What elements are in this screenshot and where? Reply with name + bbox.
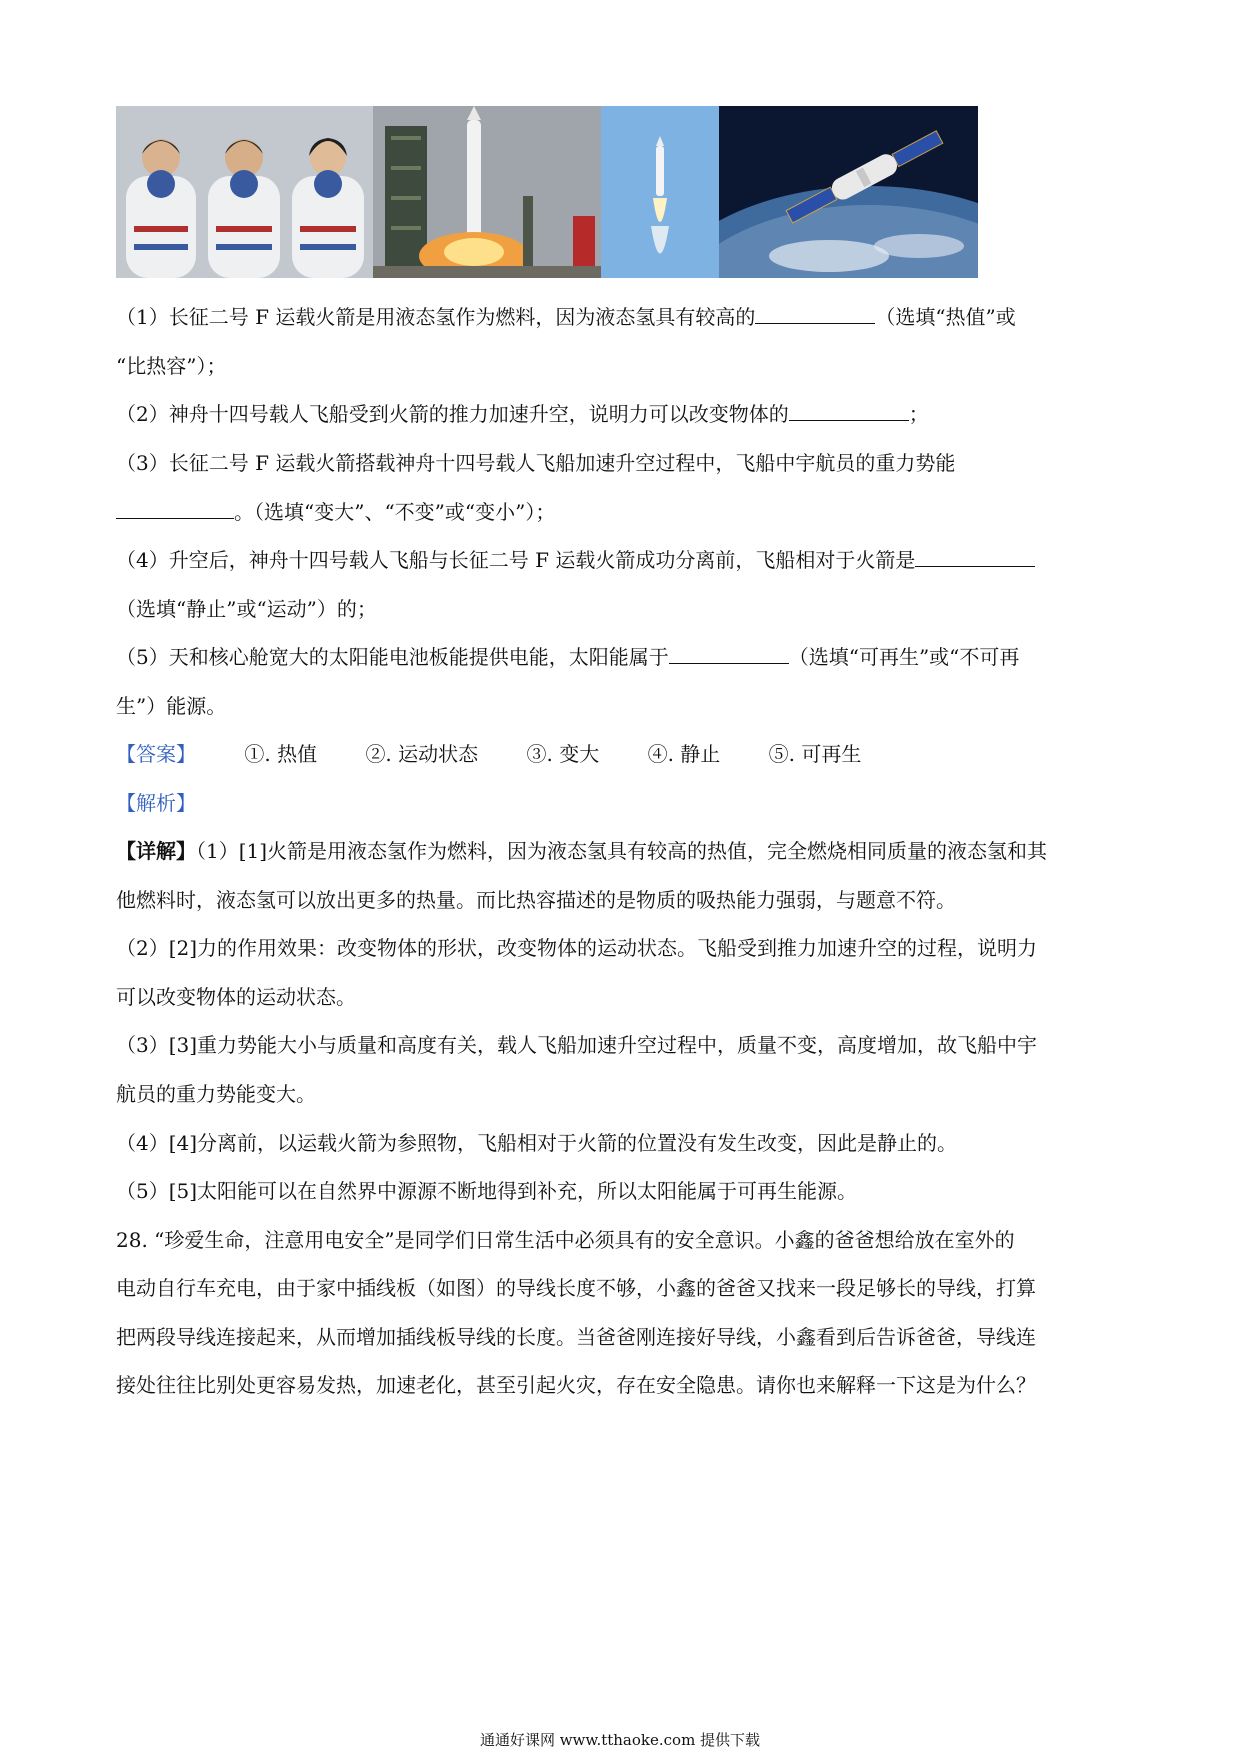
detail-tag: 【详解】 — [116, 839, 196, 863]
analysis-line-4: 可以改变物体的运动状态。 — [116, 985, 356, 1009]
q28-line-4: 接处往往比别处更容易发热，加速老化，甚至引起火灾，存在安全隐患。请你也来解释一下这是为什么？ — [116, 1373, 1036, 1397]
question-line-7: （选填“静止”或“运动”）的； — [116, 597, 377, 621]
analysis-tag: 【解析】 — [116, 791, 196, 815]
question-line-1: （1）长征二号 F 运载火箭是用液态氢作为燃料，因为液态氢具有较高的 （选填“热值”或 — [116, 305, 1016, 329]
question-line-2: “比热容”）； — [116, 354, 227, 378]
answer-item-1: ①. 热值 — [244, 742, 318, 766]
photo-strip — [116, 106, 978, 278]
analysis-line-2: 他燃料时，液态氢可以放出更多的热量。而比热容描述的是物质的吸热能力强弱，与题意不符。 — [116, 888, 956, 912]
rocket-sky-photo — [601, 106, 719, 278]
analysis-line-7: （4）[4]分离前，以运载火箭为参照物，飞船相对于火箭的位置没有发生改变，因此是静止的。 — [116, 1131, 958, 1155]
question-line-3: （2）神舟十四号载人飞船受到火箭的推力加速升空，说明力可以改变物体的 ； — [116, 402, 929, 426]
analysis-line-8: （5）[5]太阳能可以在自然界中源源不断地得到补充，所以太阳能属于可再生能源。 — [116, 1179, 858, 1203]
launch-tower-illustration — [373, 106, 601, 278]
page-footer: 通通好课网 www.tthaoke.com 提供下载 — [479, 1731, 761, 1749]
answer-row — [116, 742, 1126, 766]
rocket-sky-illustration — [601, 106, 719, 278]
launch-tower-photo — [373, 106, 601, 278]
q28-line-2: 电动自行车充电，由于家中插线板（如图）的导线长度不够，小鑫的爸爸又找来一段足够长的导线，打算 — [116, 1276, 1036, 1300]
analysis-line-6: 航员的重力势能变大。 — [116, 1082, 316, 1106]
q28-line-3: 把两段导线连接起来，从而增加插线板导线的长度。当爸爸刚连接好导线，小鑫看到后告诉爸爸，导线连 — [116, 1325, 1036, 1349]
question-line-8: （5）天和核心舱宽大的太阳能电池板能提供电能，太阳能属于 （选填“可再生”或“不可再 — [116, 645, 1020, 669]
answer-tag: 【答案】 — [116, 742, 196, 766]
question-line-5: 。（选填“变大”、“不变”或“变小”）； — [116, 500, 1126, 524]
analysis-line-3: （2）[2]力的作用效果：改变物体的形状，改变物体的运动状态。飞船受到推力加速升空的过程，说明力 — [116, 936, 1038, 960]
answer-item-4: ④. 静止 — [647, 742, 721, 766]
answer-blank-1 — [755, 305, 875, 324]
answer-item-3: ③. 变大 — [526, 742, 600, 766]
astronauts-illustration — [116, 106, 373, 278]
analysis-line-1: 【详解】（1）[1]火箭是用液态氢作为燃料，因为液态氢具有较高的热值，完全燃烧相同质量的液态氢和其 — [116, 839, 1048, 863]
question-line-4: （3）长征二号 F 运载火箭搭载神舟十四号载人飞船加速升空过程中，飞船中宇航员的重力势能 — [116, 451, 956, 475]
question-line-9: 生”）能源。 — [116, 694, 227, 718]
answer-item-5: ⑤. 可再生 — [768, 742, 862, 766]
analysis-line-5: （3）[3]重力势能大小与质量和高度有关，载人飞船加速升空过程中，质量不变，高度增加，故飞船中宇 — [116, 1033, 1038, 1057]
space-station-photo — [719, 106, 978, 278]
answer-item-2: ②. 运动状态 — [365, 742, 479, 766]
answer-blank-5 — [669, 645, 789, 664]
answer-blank-3 — [116, 500, 234, 519]
astronauts-photo — [116, 106, 373, 278]
q28-line-1: 28. “珍爱生命，注意用电安全”是同学们日常生活中必须具有的安全意识。小鑫的爸爸想给放在室外的 — [116, 1228, 1015, 1252]
answer-blank-4 — [915, 548, 1035, 567]
question-line-6: （4）升空后，神舟十四号载人飞船与长征二号 F 运载火箭成功分离前，飞船相对于火箭是 — [116, 548, 1126, 572]
answer-blank-2 — [789, 402, 909, 421]
space-station-illustration — [719, 106, 978, 278]
